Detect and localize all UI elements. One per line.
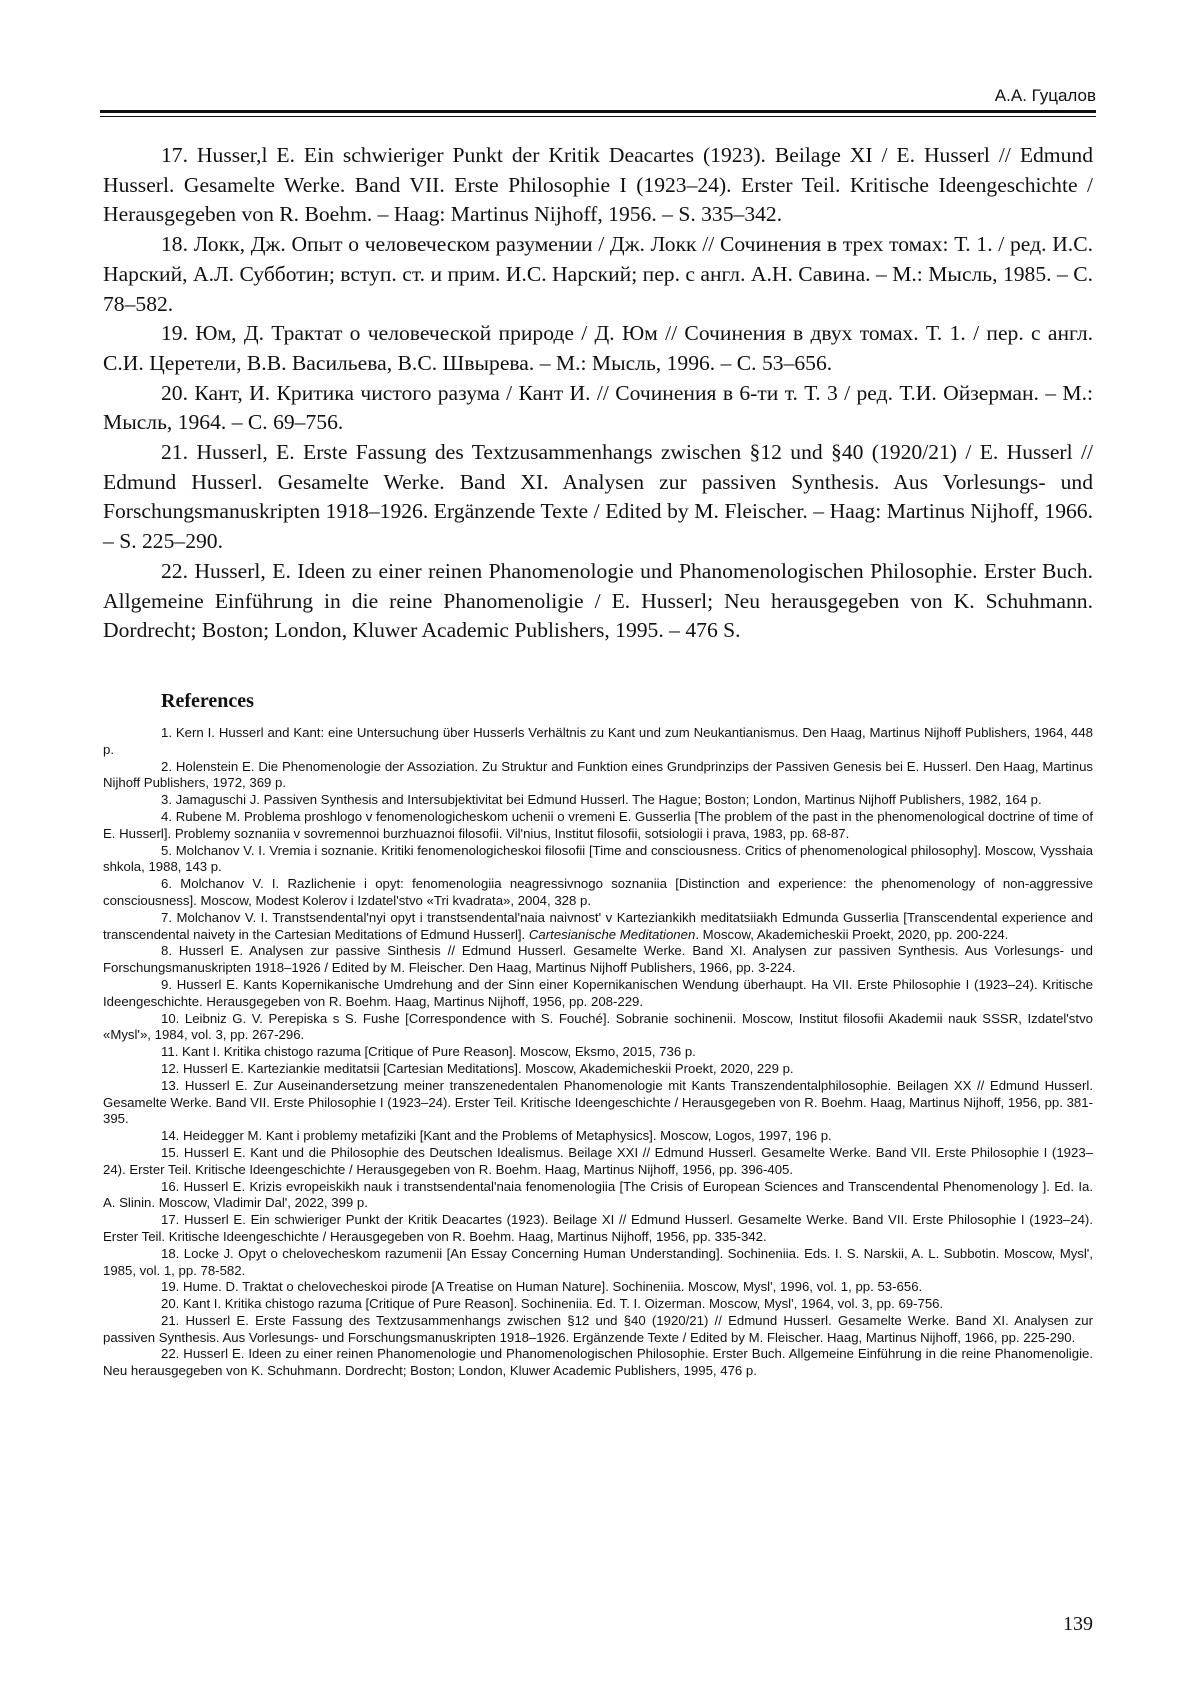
reference-item: [103, 1212, 1093, 1246]
reference-item: [103, 1313, 1093, 1347]
reference-item: [103, 1145, 1093, 1179]
references-list: [103, 725, 1093, 1380]
reference-text: 14. Heidegger M. Kant i problemy metafiziki [Kant and the Problems of Metaphysics]. Moscow, Logos, 1997, 196 p.: [161, 1128, 832, 1144]
reference-item: [103, 1279, 1093, 1296]
page-number: 139: [1063, 1613, 1093, 1635]
reference-text: 10. Leibniz G. V. Perepiska s S. Fushe [Correspondence with S. Fouché]. Sobranie sochinenii. Moscow, Institut filosofii Akademii nauk SSSR, Izdatel'stvo «Mysl'», 1984, vol. 3, pp. 267-296.: [103, 1010, 1093, 1043]
reference-text: 15. Husserl E. Kant und die Philosophie des Deutschen Idealismus. Beilage XXI // Edmund Husserl. Gesamelte Werke. Band VII. Erste Philosophie I (1923–24). Erster Teil. Kritische Ideengeschichte / Herausgegeben von R. Boehm. Haag, Martinus Nijhoff, 1956, pp. 396-405.: [103, 1144, 1093, 1177]
reference-text: 16. Husserl E. Krizis evropeiskikh nauk i transtsendental'naia fenomenologiia [The Crisis of European Sciences and Transcendental Phenomenology ]. Ed. Ia. A. Slinin. Moscow, Vladimir Dal', 2022, 399 p.: [103, 1178, 1093, 1211]
literature-list: [103, 141, 1093, 646]
reference-item: [103, 1061, 1093, 1078]
literature-item: 19. Юм, Д. Трактат о человеческой природе / Д. Юм // Сочинения в двух томах. Т. 1. / пер. с англ. С.И. Церетели, В.В. Васильева, В.С. Швырева. – М.: Мысль, 1996. – С. 53–656.: [103, 321, 1093, 375]
reference-item: [103, 1078, 1093, 1128]
literature-item: 20. Кант, И. Критика чистого разума / Кант И. // Сочинения в 6-ти т. Т. 3 / ред. Т.И. Ойзерман. – М.: Мысль, 1964. – С. 69–756.: [103, 380, 1093, 435]
reference-text: 20. Kant I. Kritika chistogo razuma [Critique of Pure Reason]. Sochineniia. Ed. T. I. Oizerman. Moscow, Mysl', 1964, vol. 3, pp. 69-756.: [161, 1296, 944, 1312]
reference-item: [103, 843, 1093, 877]
reference-italic-title: Cartesianische Meditationen: [528, 926, 696, 942]
reference-text: 11. Kant I. Kritika chistogo razuma [Critique of Pure Reason]. Moscow, Eksmo, 2015, 736 p.: [161, 1044, 696, 1060]
running-head: А.А. Гуцалов: [994, 86, 1096, 105]
reference-item: [103, 1296, 1093, 1313]
reference-item: [103, 910, 1093, 944]
reference-item: [103, 876, 1093, 910]
reference-text: 6. Molchanov V. I. Razlichenie i opyt: fenomenologiia neagressivnogo soznaniia [Distinction and experience: the phenomenology of non-aggressive consciousness]. Moscow, Modest Kolerov i Izdatel'stvo «Tri kvadrata», 2004, 328 p.: [103, 876, 1093, 908]
reference-text: 9. Husserl E. Kants Kopernikanische Umdrehung and der Sinn einer Kopernikanischen Wendung überhaupt. Ha VII. Erste Philosophie I (1923–24). Kritische Ideengeschichte. Herausgegeben von R. Boehm. Haag, Martinus Nijhoff, 1956, pp. 208-229.: [103, 976, 1093, 1009]
reference-text: 21. Husserl E. Erste Fassung des Textzusammenhangs zwischen §12 und §40 (1920/21) // Edmund Husserl. Gesamelte Werke. Band XI. Analysen zur passiven Synthesis. Aus Vorlesungs- und Forschungsmanuskripten 1918–1926. Ergänzende Texte / Edited by M. Fleischer. Haag, Martinus Nijhoff, 1966, pp. 225-290.: [103, 1312, 1093, 1345]
reference-text: 7. Molchanov V. I. Transtsendental'nyi opyt i transtsendental'naia naivnost' v Karteziankikh meditatsiiakh Edmunda Gusserlia [Transcendental experience and transcendental naivety in the Cartesian Meditations of Edmund Husserl].: [103, 909, 1093, 942]
reference-item: [103, 1246, 1093, 1280]
reference-item: [103, 1044, 1093, 1061]
reference-text: 3. Jamaguschi J. Passiven Synthesis and Intersubjektivitat bei Edmund Husserl. The Hague; Boston; London, Martinus Nijhoff Publishers, 1982, 164 p.: [161, 792, 1042, 808]
reference-text: 1. Kern I. Husserl and Kant: eine Untersuchung über Husserls Verhältnis zu Kant und zum Neukantianismus. Den Haag, Martinus Nijhoff Publishers, 1964, 448 p.: [103, 725, 1093, 757]
header-rule-thick: [100, 110, 1096, 113]
reference-item: [103, 943, 1093, 977]
reference-item: [103, 977, 1093, 1011]
literature-item: 22. Husserl, E. Ideen zu einer reinen Phanomenologie und Phanomenologischen Philosophie. Erster Buch. Allgemeine Einführung in die reine Phanomenoligie / E. Husserl; Neu herausgegeben von K. Schuhmann. Dordrecht; Boston; London, Kluwer Academic Publishers, 1995. – 476 S.: [103, 558, 1093, 643]
reference-item: [103, 725, 1093, 759]
header-rule-thin: [100, 116, 1096, 117]
references-heading: References: [161, 690, 254, 712]
reference-tail: . Moscow, Akademicheskii Proekt, 2020, pp. 200-224.: [695, 926, 1009, 942]
reference-text: 13. Husserl E. Zur Auseinandersetzung meiner transzenedentalen Phanomenologie mit Kants Transzendentalphilosophie. Beilagen XX // Edmund Husserl. Gesamelte Werke. Band VII. Erste Philosophie I (1923–24). Erster Teil. Kritische Ideengeschichte / Herausgegeben von R. Boehm. Haag, Martinus Nijhoff, 1956, pp. 381-395.: [103, 1077, 1093, 1127]
reference-text: 2. Holenstein E. Die Phenomenologie der Assoziation. Zu Struktur and Funktion eines Grundprinzips der Passiven Genesis bei E. Husserl. Den Haag, Martinus Nijhoff Publishers, 1972, 369 p.: [103, 758, 1093, 791]
reference-text: 19. Hume. D. Traktat o chelovecheskoi pirode [A Treatise on Human Nature]. Sochineniia. Moscow, Mysl', 1996, vol. 1, pp. 53-656.: [161, 1279, 923, 1295]
reference-text: 22. Husserl E. Ideen zu einer reinen Phanomenologie und Phanomenologischen Philosophie. Erster Buch. Allgemeine Einführung in die reine Phanomenoligie. Neu herausgegeben von K. Schuhmann. Dordrecht; Boston; London, Kluwer Academic Publishers, 1995, 476 p.: [103, 1346, 1093, 1379]
reference-item: [103, 1179, 1093, 1213]
reference-text: 4. Rubene M. Problema proshlogo v fenomenologicheskom uchenii o vremeni E. Gusserlia [The problem of the past in the phenomenological doctrine of time of E. Husserl]. Problemy soznaniia v sovremennoi burzhuaznoi filosofii. Vil'nius, Institut filosofii, sotsiologii i prava, 1983, pp. 68-87.: [103, 808, 1093, 841]
reference-text: 12. Husserl E. Karteziankie meditatsii [Cartesian Meditations]. Moscow, Akademicheskii Proekt, 2020, 229 p.: [161, 1060, 794, 1076]
literature-item: 21. Husserl, E. Erste Fassung des Textzusammenhangs zwischen §12 und §40 (1920/21) / E. Husserl // Edmund Husserl. Gesamelte Werke. Band XI. Analysen zur passiven Synthesis. Aus Vorlesungs- und Forschungsmanuskripten 1918–1926. Ergänzende Texte / Edited by M. Fleischer. – Haag: Martinus Nijhoff, 1966. – S. 225–290.: [103, 440, 1093, 554]
reference-text: 17. Husserl E. Ein schwieriger Punkt der Kritik Deacartes (1923). Beilage XI // Edmund Husserl. Gesamelte Werke. Band VII. Erste Philosophie I (1923–24). Erster Teil. Kritische Ideengeschichte / Herausgegeben von R. Boehm. Haag, Martinus Nijhoff, 1956, pp. 335-342.: [103, 1212, 1093, 1244]
reference-item: [103, 1346, 1093, 1380]
reference-item: [103, 759, 1093, 793]
literature-item: 17. Husser,l E. Ein schwieriger Punkt der Kritik Deacartes (1923). Beilage XI / E. Husserl // Edmund Husserl. Gesamelte Werke. Band VII. Erste Philosophie I (1923–24). Erster Teil. Kritische Ideengeschichte / Herausgegeben von R. Boehm. – Haag: Martinus Nijhoff, 1956. – S. 335–342.: [103, 143, 1093, 227]
reference-item: [103, 1128, 1093, 1145]
reference-text: 5. Molchanov V. I. Vremia i soznanie. Kritiki fenomenologicheskoi filosofii [Time and consciousness. Critics of phenomenological philosophy]. Moscow, Vysshaia shkola, 1988, 143 p.: [103, 842, 1093, 875]
literature-item: 18. Локк, Дж. Опыт о человеческом разумении / Дж. Локк // Сочинения в трех томах: Т. 1. / ред. И.С. Нарский, А.Л. Субботин; вступ. ст. и прим. И.С. Нарский; пер. с англ. А.Н. Савина. – М.: Мысль, 1985. – С. 78–582.: [103, 232, 1093, 316]
reference-item: [103, 1011, 1093, 1045]
reference-text: 18. Locke J. Opyt o chelovecheskom razumenii [An Essay Concerning Human Understanding]. Sochineniia. Eds. I. S. Narskii, A. L. Subbotin. Moscow, Mysl', 1985, vol. 1, pp. 78-582.: [103, 1245, 1093, 1278]
reference-item: [103, 792, 1093, 809]
reference-text: 8. Husserl E. Analysen zur passive Sinthesis // Edmund Husserl. Gesamelte Werke. Band XI. Analysen zur passiven Synthesis. Aus Vorlesungs- und Forschungsmanuskripten 1918–1926 / Edited by M. Fleischer. Den Haag, Martinus Nijhoff Publishers, 1966, pp. 3-224.: [103, 943, 1093, 976]
reference-item: [103, 809, 1093, 843]
